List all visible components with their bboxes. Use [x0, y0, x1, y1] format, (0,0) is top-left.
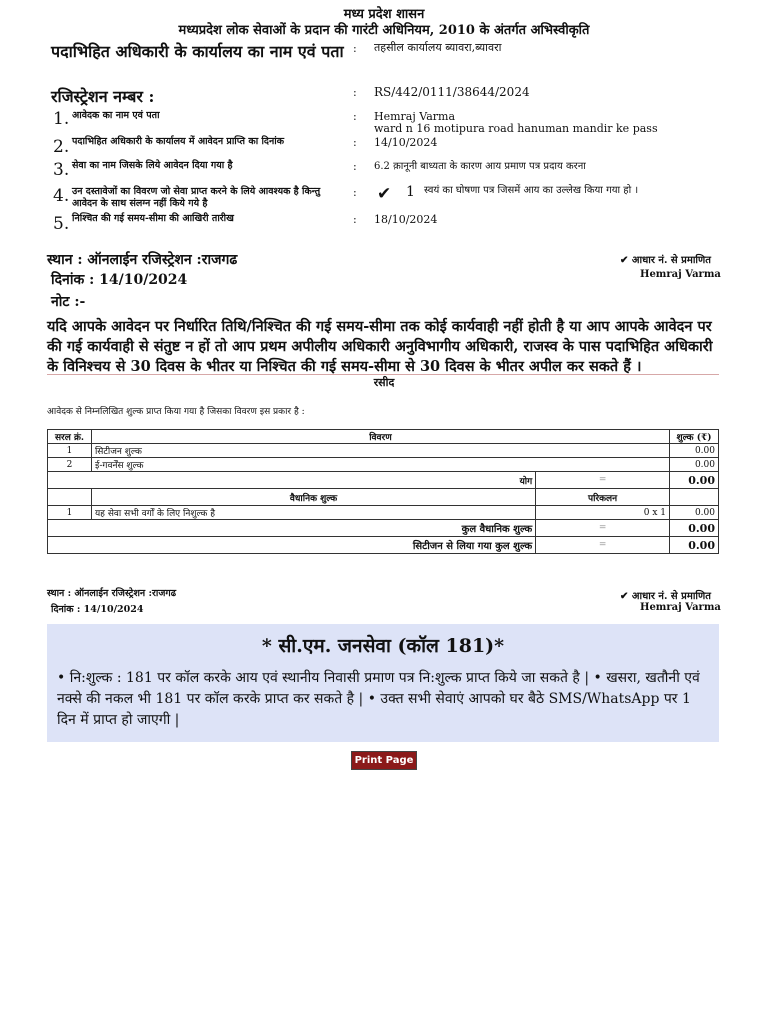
statutory-total-value: 0.00 — [670, 520, 719, 537]
item-number: 4. — [53, 186, 70, 206]
row-serial: 2 — [48, 458, 92, 472]
statutory-header-row — [48, 489, 719, 506]
table-row — [48, 458, 719, 472]
item-colon: : — [353, 186, 357, 199]
aadhaar-verified: ✔ आधार नं. से प्रमाणित — [620, 255, 711, 266]
office-label: पदाभिहित अधिकारी के कार्यालय का नाम एवं पता — [51, 42, 344, 61]
item-label-receipt-date: पदाभिहित अधिकारी के कार्यालय में आवेदन प्राप्ति का दिनांक — [72, 136, 285, 147]
col-fee: शुल्क (₹) — [670, 430, 719, 444]
item-label-deadline: निश्चित की गई समय-सीमा की आखिरी तारीख — [72, 213, 234, 224]
row-description: सिटीजन शुल्क — [91, 444, 669, 458]
total-value: 0.00 — [670, 472, 719, 489]
row-fee: 0.00 — [670, 444, 719, 458]
col-description: विवरण — [91, 430, 669, 444]
calculation-header: परिकलन — [536, 489, 670, 506]
table-row — [48, 444, 719, 458]
registration-colon: : — [353, 86, 357, 99]
row-description: ई-गवर्नेंस शुल्क — [91, 458, 669, 472]
applicant-signature-name: Hemraj Varma — [640, 269, 721, 280]
applicant-address: ward n 16 motipura road hanuman mandir ke pass — [374, 122, 658, 135]
applicant-name: Hemraj Varma — [374, 110, 455, 123]
receipt-date: 14/10/2024 — [374, 136, 438, 149]
fee-table — [47, 429, 719, 554]
date-text: दिनांक : 14/10/2024 — [51, 272, 188, 288]
registration-label: रजिस्ट्रेशन नम्बर : — [51, 87, 155, 106]
note-label: नोट :- — [51, 294, 86, 310]
item-colon: : — [353, 136, 357, 149]
footer-aadhaar-verified: ✔ आधार नं. से प्रमाणित — [620, 591, 711, 602]
item-colon: : — [353, 110, 357, 123]
item-label-applicant: आवेदक का नाम एवं पता — [72, 110, 160, 121]
row-serial: 1 — [48, 444, 92, 458]
page-subtitle: मध्यप्रदेश लोक सेवाओं के प्रदान की गारंटी अधिनियम, 2010 के अंतर्गत अभिस्वीकृति — [178, 23, 590, 38]
total-label: योग — [48, 472, 536, 489]
table-header-row — [48, 430, 719, 444]
footer-date: दिनांक : 14/10/2024 — [51, 604, 144, 615]
equals-sign: = — [536, 472, 670, 489]
item-label-documents: उन दस्तावेजों का विवरण जो सेवा प्राप्त करने के लिये आवश्यक है किन्तु आवेदन के साथ संलग्न नहीं किये गये है — [72, 186, 321, 209]
citizen-total-label: सिटीजन से लिया गया कुल शुल्क — [48, 537, 536, 554]
total-row — [48, 472, 719, 489]
footer-applicant-name: Hemraj Varma — [640, 602, 721, 613]
document-number: 1 — [406, 184, 415, 200]
receipt-title: रसीद — [373, 376, 395, 389]
banner-text: • नि:शुल्क : 181 पर कॉल करके आय एवं स्थानीय निवासी प्रमाण पत्र नि:शुल्क प्राप्त किये जा सकते है | • खसरा, खतौनी एवं नक्से की नकल भी 181 पर कॉल करके प्राप्त कर सकते है | • उक्त सभी सेवाएं आपको घर बैठे SMS/WhatsApp पर 1 दिन में प्राप्त हो जाएगी | — [57, 670, 700, 728]
page-title: मध्य प्रदेश शासन — [343, 7, 425, 22]
citizen-total-row — [48, 537, 719, 554]
item-colon: : — [353, 160, 357, 173]
office-colon: : — [353, 42, 357, 55]
row-description: यह सेवा सभी वर्गों के लिए निशुल्क है — [91, 506, 535, 520]
receipt-intro: आवेदक से निम्नलिखित शुल्क प्राप्त किया गया है जिसका विवरण इस प्रकार है : — [47, 407, 305, 417]
statutory-total-row — [48, 520, 719, 537]
citizen-total-value: 0.00 — [670, 537, 719, 554]
equals-sign: = — [536, 520, 670, 537]
statutory-fee-header: वैधानिक शुल्क — [91, 489, 535, 506]
row-calculation: 0 x 1 — [536, 506, 670, 520]
cm-janseva-banner — [47, 624, 719, 742]
item-label-service: सेवा का नाम जिसके लिये आवेदन दिया गया है — [72, 160, 233, 171]
item-number: 3. — [53, 160, 70, 180]
item-number: 2. — [53, 137, 70, 157]
service-name: 6.2 क़ानूनी बाध्यता के कारण आय प्रमाण पत्र प्रदाय करना — [374, 161, 586, 172]
row-fee: 0.00 — [670, 458, 719, 472]
registration-value: RS/442/0111/38644/2024 — [374, 85, 530, 99]
row-fee: 0.00 — [670, 506, 719, 520]
deadline-date: 18/10/2024 — [374, 213, 438, 226]
item-colon: : — [353, 213, 357, 226]
note-text: यदि आपके आवेदन पर निर्धारित तिथि/निश्चित की गई समय-सीमा तक कोई कार्यवाही नहीं होती है या आप आपके आवेदन पर की गई कार्यवाही से संतुष्ट न हों तो आप प्रथम अपीलीय अधिकारी अनुविभागीय अधिकारी, राजस्व के पास पदाभिहित अधिकारी के विनिश्चय से 30 दिवस के भीतर या निश्चित की गई समय-सीमा से 30 दिवस के भीतर अपील कर सकते हैं । — [47, 318, 713, 375]
banner-title: * सी.एम. जनसेवा (कॉल 181)* — [261, 635, 505, 657]
table-row — [48, 506, 719, 520]
print-page-button[interactable]: Print Page — [351, 751, 417, 770]
office-value: तहसील कार्यालय ब्यावरा,ब्यावरा — [374, 41, 502, 54]
location-text: स्थान : ऑनलाईन रजिस्ट्रेशन :राजगढ — [47, 252, 238, 268]
statutory-total-label: कुल वैधानिक शुल्क — [48, 520, 536, 537]
check-icon: ✔ — [377, 184, 392, 204]
equals-sign: = — [536, 537, 670, 554]
row-serial: 1 — [48, 506, 92, 520]
col-serial: सरल क्रं. — [48, 430, 92, 444]
footer-location: स्थान : ऑनलाईन रजिस्ट्रेशन :राजगढ — [47, 588, 177, 599]
item-number: 1. — [53, 109, 70, 129]
item-number: 5. — [53, 214, 70, 234]
document-description: स्वयं का घोषणा पत्र जिसमें आय का उल्लेख किया गया हो । — [424, 185, 639, 196]
